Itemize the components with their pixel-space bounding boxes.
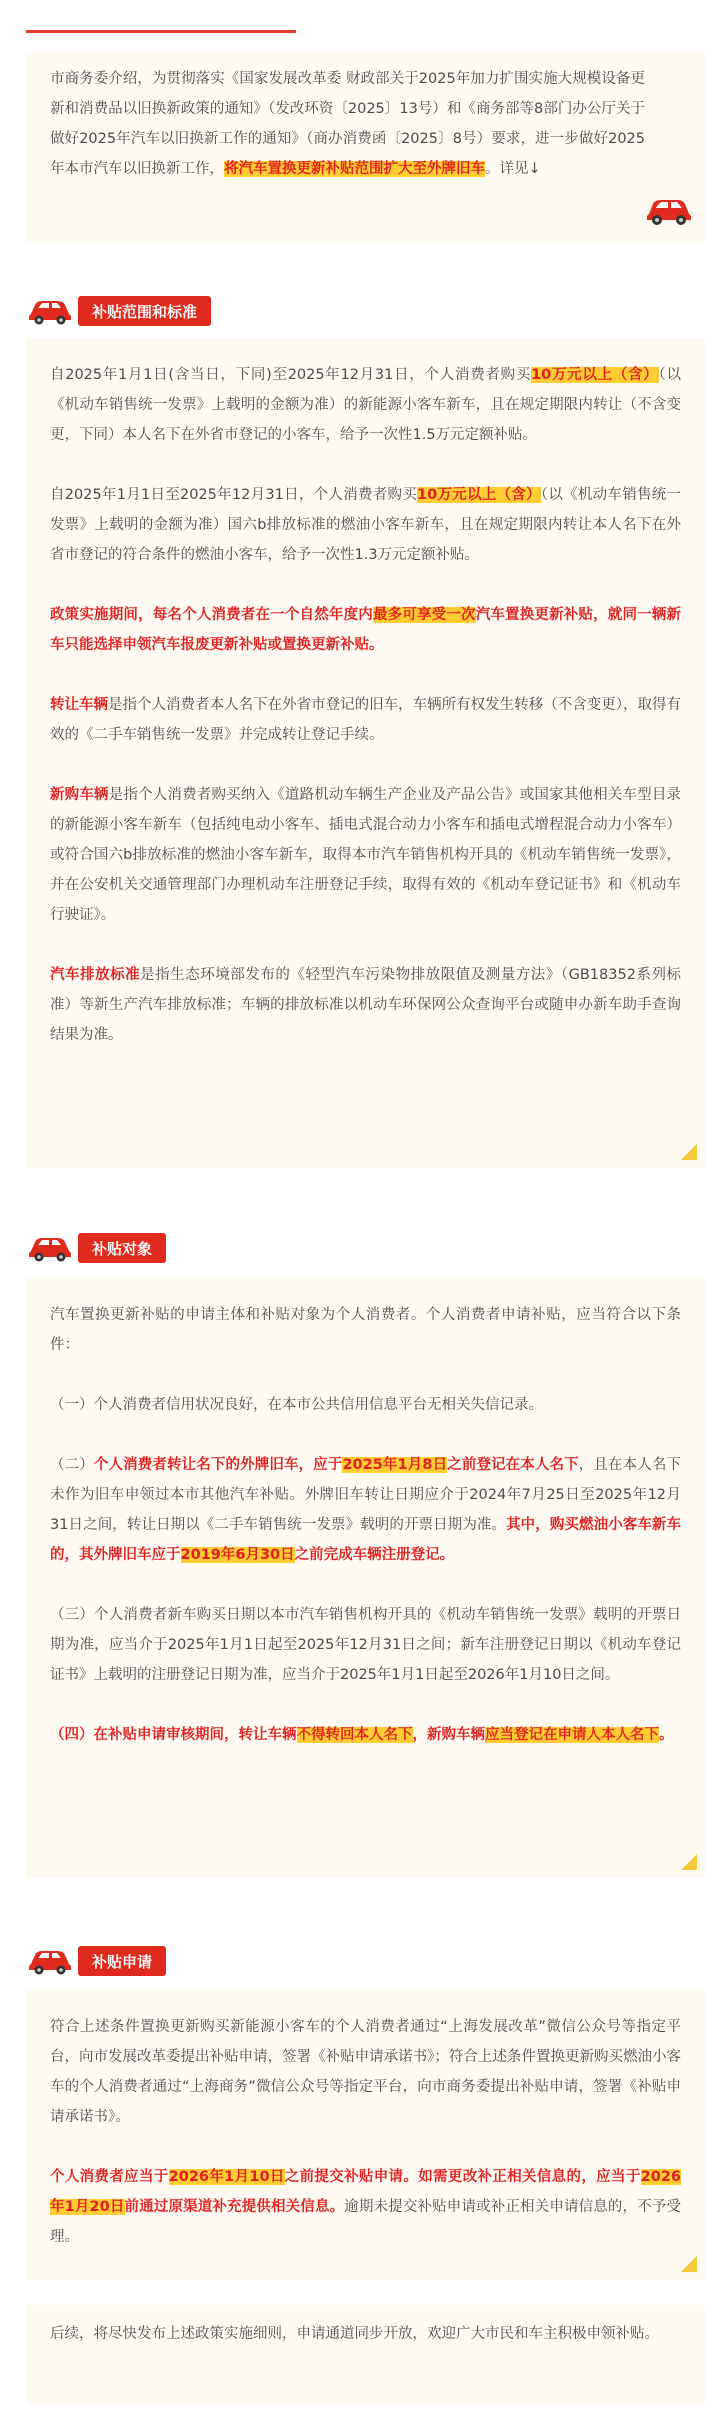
target-paragraph-4: （三）个人消费者新车购买日期以本市汽车销售机构开具的《机动车销售统一发票》载明的开票日期为准，应当介于2025年1月1日起至2025年12月31日之间；新车注册登记日期以《机动车登记证书》上载明的注册登记日期为准，应当介于2025年1月1日起至2026年1月10日之间。: [50, 1607, 681, 1683]
section-header-apply: [26, 1945, 166, 1977]
scope-paragraph-5: 新购车辆是指个人消费者购买纳入《道路机动车辆生产企业及产品公告》或国家其他相关车型目录的新能源小客车新车（包括纯电动小客车、插电式混合动力小客车和插电式增程混合动力小客车）或符合国六b排放标准的燃油小客车新车，取得本市汽车销售机构开具的《机动车销售统一发票》，并在公安机关交通管理部门办理机动车注册登记手续，取得有效的《机动车登记证书》和《机动车行驶证》。: [50, 787, 682, 923]
car-icon: [643, 194, 695, 226]
top-divider: [26, 30, 296, 33]
car-icon: [26, 1233, 74, 1263]
car-icon: [26, 296, 74, 326]
apply-card: [26, 1990, 705, 2280]
target-paragraph-3: （二）个人消费者转让名下的外牌旧车，应于2025年1月8日之前登记在本人名下，且在本人名下未作为旧车申领过本市其他汽车补贴。外牌旧车转让日期应介于2024年7月25日至2025年12月31日之间，转让日期以《二手车销售统一发票》载明的开票日期为准。其中，购买燃油小客车新车的，其外牌旧车应于2019年6月30日之前完成车辆注册登记。: [50, 1457, 682, 1563]
closing-paragraph: 后续，将尽快发布上述政策实施细则，申请通道同步开放，欢迎广大市民和车主积极申领补贴。: [50, 2326, 659, 2342]
scope-card: [26, 338, 705, 1168]
corner-fold-icon: [681, 1854, 697, 1870]
target-paragraph-2: （一）个人消费者信用状况良好，在本市公共信用信息平台无相关失信记录。: [50, 1397, 543, 1413]
closing-card: [26, 2305, 705, 2405]
apply-paragraph-2: 个人消费者应当于2026年1月10日之前提交补贴申请。如需更改补正相关信息的，应当于2026年1月20日前通过原渠道补充提供相关信息。逾期未提交补贴申请或补正相关申请信息的，不予受理。: [50, 2169, 682, 2245]
intro-paragraph: 市商务委介绍，为贯彻落实《国家发展改革委 财政部关于2025年加力扩围实施大规模设备更新和消费品以旧换新政策的通知》（发改环资〔2025〕13号）和《商务部等8部门办公厅关于做好2025年汽车以旧换新工作的通知》（商办消费函〔2025〕8号）要求，进一步做好2025年本市汽车以旧换新工作，将汽车置换更新补贴范围扩大至外牌旧车。详见↓: [50, 71, 645, 177]
target-card: [26, 1278, 705, 1878]
scope-paragraph-4: 转让车辆是指个人消费者本人名下在外省市登记的旧车，车辆所有权发生转移（不含变更），取得有效的《二手车销售统一发票》并完成转让登记手续。: [50, 697, 682, 743]
apply-paragraph-1: 符合上述条件置换更新购买新能源小客车的个人消费者通过“上海发展改革”微信公众号等指定平台，向市发展改革委提出补贴申请，签署《补贴申请承诺书》；符合上述条件置换更新购买燃油小客车的个人消费者通过“上海商务”微信公众号等指定平台，向市商务委提出补贴申请，签署《补贴申请承诺书》。: [50, 2019, 681, 2125]
section-title-scope: 补贴范围和标准: [78, 296, 211, 326]
corner-fold-icon: [681, 1144, 697, 1160]
target-paragraph-1: 汽车置换更新补贴的申请主体和补贴对象为个人消费者。个人消费者申请补贴，应当符合以下条件：: [50, 1307, 681, 1353]
section-title-target: 补贴对象: [78, 1233, 166, 1263]
scope-paragraph-2: 自2025年1月1日至2025年12月31日，个人消费者购买10万元以上（含）（以《机动车销售统一发票》上载明的金额为准）国六b排放标准的燃油小客车新车，且在规定期限内转让本人名下在外省市登记的符合条件的燃油小客车，给予一次性1.3万元定额补贴。: [50, 487, 681, 563]
corner-fold-icon: [681, 2256, 697, 2272]
car-icon: [26, 1946, 74, 1976]
section-header-scope: [26, 295, 211, 327]
intro-highlight: 将汽车置换更新补贴范围扩大至外牌旧车: [224, 161, 485, 177]
scope-paragraph-6: 汽车排放标准是指生态环境部发布的《轻型汽车污染物排放限值及测量方法》（GB18352系列标准）等新生产汽车排放标准；车辆的排放标准以机动车环保网公众查询平台或随申办新车助手查询结果为准。: [50, 967, 682, 1043]
intro-card: [26, 52, 705, 242]
target-paragraph-5: （四）在补贴申请审核期间，转让车辆不得转回本人名下，新购车辆应当登记在申请人本人名下。: [50, 1727, 674, 1743]
scope-paragraph-1: 自2025年1月1日(含当日，下同)至2025年12月31日，个人消费者购买10万元以上（含）（以《机动车销售统一发票》上载明的金额为准）的新能源小客车新车，且在规定期限内转让（不含变更，下同）本人名下在外省市登记的小客车，给予一次性1.5万元定额补贴。: [50, 367, 682, 443]
scope-paragraph-3: 政策实施期间，每名个人消费者在一个自然年度内最多可享受一次汽车置换更新补贴，就同一辆新车只能选择申领汽车报废更新补贴或置换更新补贴。: [50, 607, 682, 653]
section-title-apply: 补贴申请: [78, 1946, 166, 1976]
section-header-target: [26, 1232, 166, 1264]
